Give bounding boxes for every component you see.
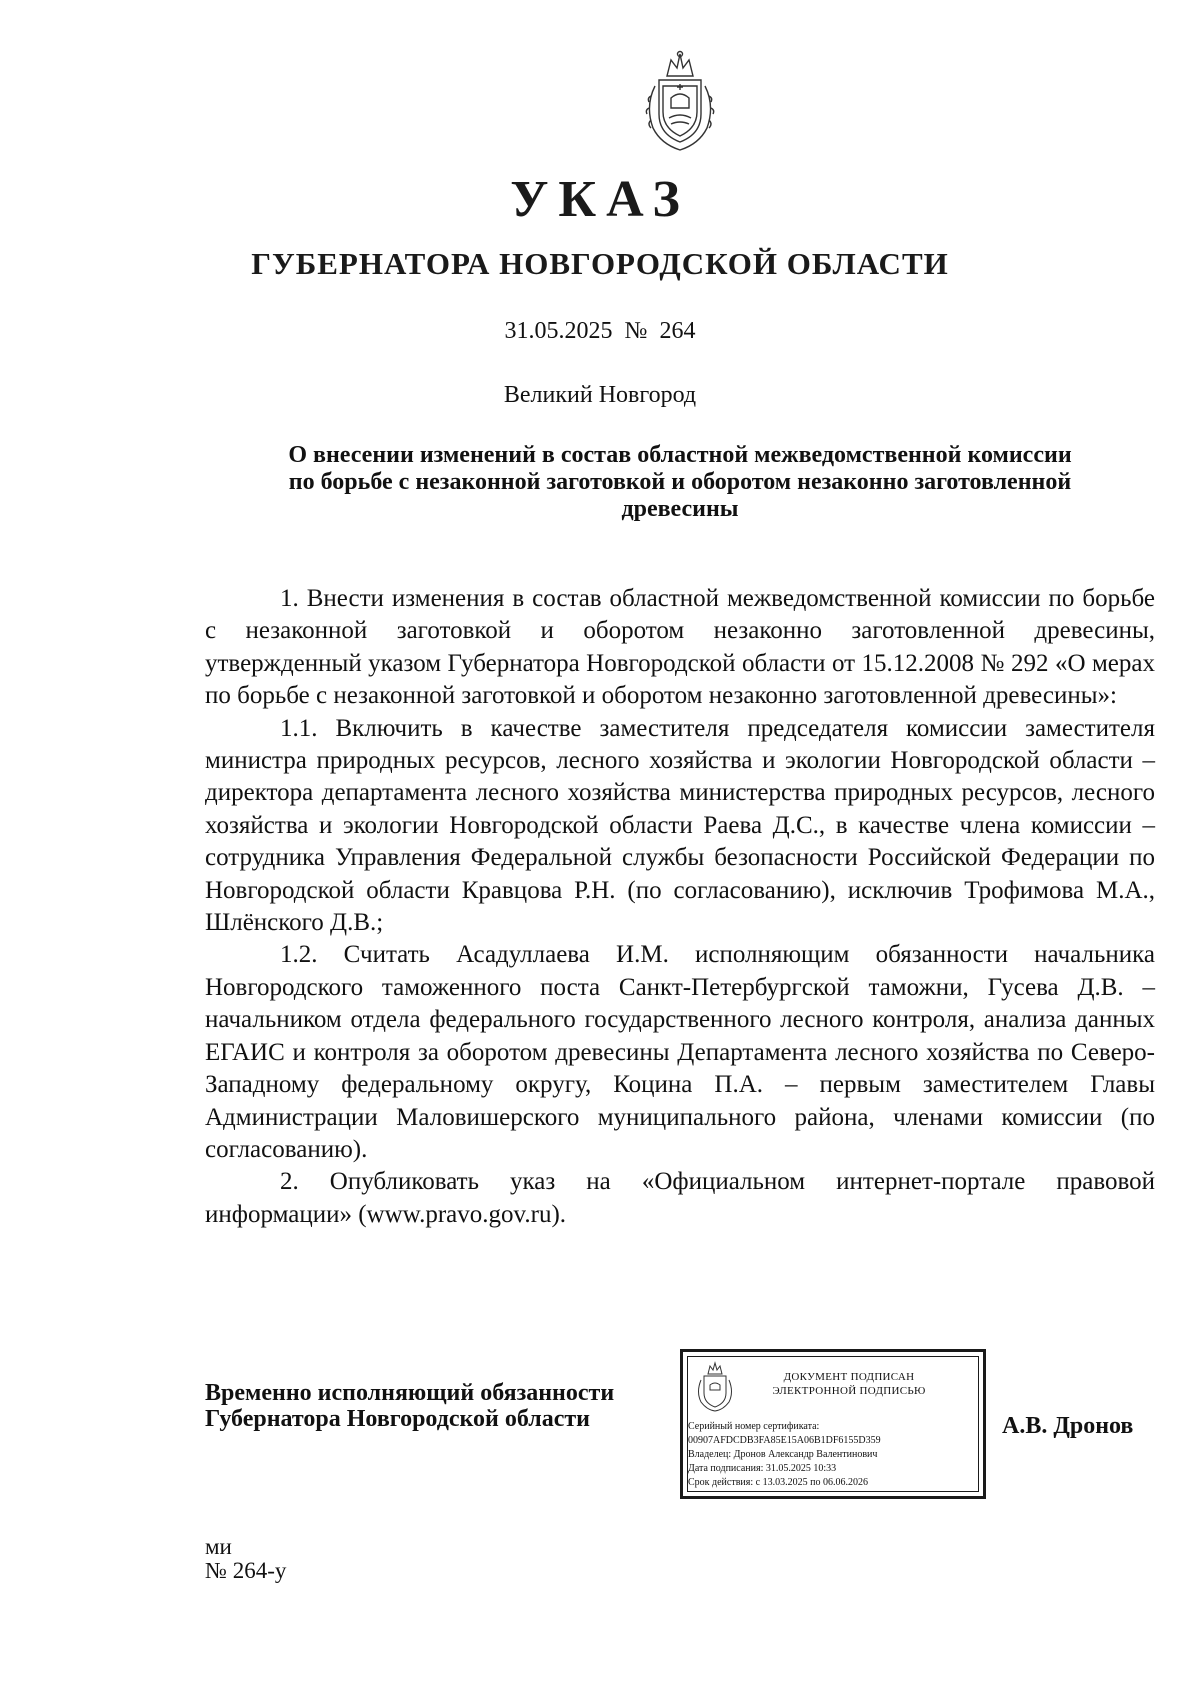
stamp-cert-number: 00907AFDCDB3FA85E15A06B1DF6155D359 [688, 1435, 881, 1446]
stamp-cert-label: Серийный номер сертификата: [688, 1421, 820, 1432]
stamp-title-line: ЭЛЕКТРОННОЙ ПОДПИСЬЮ [772, 1385, 926, 1397]
heading-line: по борьбе с незаконной заготовкой и оборотом незаконно заготовленной [288, 469, 1072, 495]
stamp-title [749, 1370, 949, 1398]
footer-initials: ми [205, 1534, 232, 1559]
electronic-signature-stamp [680, 1349, 986, 1499]
stamp-validity: Срок действия: с 13.03.2025 по 06.06.2026 [688, 1477, 868, 1488]
date-number-line [0, 318, 1200, 345]
position-line: Временно исполняющий обязанности [205, 1380, 615, 1406]
document-date: 31.05.2025 [504, 318, 613, 344]
signatory-position [205, 1380, 675, 1432]
signer-name: А.В. Дронов [1002, 1413, 1134, 1439]
document-title: УКАЗ [510, 171, 690, 228]
document-body [205, 583, 1155, 1231]
coat-of-arms-icon [641, 46, 719, 154]
footer-reg-number: № 264-у [205, 1558, 287, 1583]
stamp-details [688, 1420, 978, 1490]
document-number: 264 [659, 318, 696, 344]
body-paragraph: 1. Внести изменения в состав областной межведомственной комиссии по борьбе с незаконной заготовкой и оборотом незаконно заготовленной древесины, утвержденный указом Губернатора Новгородской области от 15.12.2008 № 292 «О мерах по борьбе с незаконной заготовкой и оборотом незаконно заготовленной древесины»: [205, 585, 1155, 710]
heading-line: О внесении изменений в состав областной межведомственной комиссии [288, 442, 1072, 468]
document-subtitle: ГУБЕРНАТОРА НОВГОРОДСКОЙ ОБЛАСТИ [251, 246, 949, 281]
document-heading [205, 442, 1155, 523]
heading-line: древесины [621, 496, 739, 522]
position-line: Губернатора Новгородской области [205, 1406, 591, 1432]
number-sign: № [624, 318, 648, 344]
stamp-title-line: ДОКУМЕНТ ПОДПИСАН [783, 1371, 915, 1383]
body-paragraph: 1.2. Считать Асадуллаева И.М. исполняющим обязанности начальника Новгородского таможенного поста Санкт-Петербургской таможни, Гусева Д.В. – начальником отдела федерального государственного лесного контроля, анализа данных ЕГАИС и контроля за оборотом древесины Департамента лесного хозяйства по Северо-Западному федеральному округу, Коцина П.А. – первым заместителем Главы Администрации Маловишерского муниципального района, членами комиссии (по согласованию). [205, 941, 1155, 1163]
coat-of-arms-icon [695, 1360, 735, 1412]
body-paragraph: 1.1. Включить в качестве заместителя председателя комиссии заместителя министра природных ресурсов, лесного хозяйства и экологии Новгородской области – директора департамента лесного хозяйства министерства природных ресурсов, лесного хозяйства и экологии Новгородской области Раева Д.С., в качестве члена комиссии – сотрудника Управления Федеральной службы безопасности Российской Федерации по Новгородской области Кравцова Р.Н. (по согласованию), исключив Трофимова М.А., Шлёнского Д.В.; [205, 714, 1155, 937]
footer-mark [205, 1535, 286, 1583]
body-paragraph: 2. Опубликовать указ на «Официальном интернет-портале правовой информации» (www.pravo.gov.ru). [205, 1168, 1155, 1228]
city: Великий Новгород [503, 382, 697, 408]
stamp-sign-date: Дата подписания: 31.05.2025 10:33 [688, 1463, 837, 1474]
stamp-owner: Владелец: Дронов Александр Валентинович [688, 1449, 878, 1460]
